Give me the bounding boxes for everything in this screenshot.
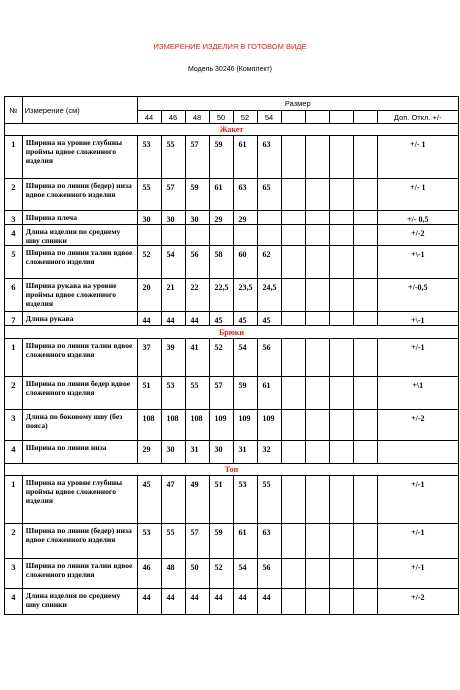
table-row <box>5 377 459 410</box>
empty-cell <box>281 211 305 225</box>
size-value: 30 <box>161 441 185 464</box>
empty-cell <box>353 136 377 179</box>
empty-cell <box>305 441 329 464</box>
table-row <box>5 211 459 225</box>
empty-cell <box>329 524 353 559</box>
empty-cell <box>329 559 353 589</box>
empty-cell <box>329 246 353 279</box>
size-value: 29 <box>233 211 257 225</box>
size-value: 48 <box>161 559 185 589</box>
measurement-label: Ширина рукава на уровне проймы вдвое сложенного изделия <box>22 279 137 312</box>
empty-cell <box>329 279 353 312</box>
measurement-label: Длина рукава <box>22 312 137 326</box>
size-value: 30 <box>161 211 185 225</box>
table-row <box>5 589 459 615</box>
size-value: 65 <box>257 179 281 211</box>
size-value: 55 <box>161 524 185 559</box>
size-value: 22,5 <box>209 279 233 312</box>
measurement-label: Ширина по линии низа <box>22 441 137 464</box>
size-value <box>185 225 209 246</box>
empty-cell <box>305 312 329 326</box>
size-value: 109 <box>209 410 233 441</box>
size-value: 44 <box>185 312 209 326</box>
size-value: 60 <box>233 246 257 279</box>
row-number: 7 <box>5 312 23 326</box>
size-value: 45 <box>209 312 233 326</box>
size-value: 54 <box>233 339 257 377</box>
empty-cell <box>281 312 305 326</box>
row-number: 3 <box>5 559 23 589</box>
table-row <box>5 179 459 211</box>
row-number: 6 <box>5 279 23 312</box>
empty-cell <box>353 589 377 615</box>
section-header-row <box>5 124 459 136</box>
size-value: 56 <box>257 339 281 377</box>
empty-cell <box>353 410 377 441</box>
tolerance-value: +/-1 <box>377 339 458 377</box>
size-value: 23,5 <box>233 279 257 312</box>
tolerance-header: Доп. Откл. +/- <box>377 111 458 124</box>
measurement-label: Ширина по линии (бедер) низа вдвое сложенного изделия <box>22 524 137 559</box>
size-value: 21 <box>161 279 185 312</box>
tolerance-value: +\-1 <box>377 246 458 279</box>
tolerance-value <box>377 441 458 464</box>
size-value: 29 <box>137 441 161 464</box>
size-value: 46 <box>137 559 161 589</box>
size-value: 108 <box>161 410 185 441</box>
empty-cell <box>281 111 305 124</box>
table-row <box>5 559 459 589</box>
size-label: 50 <box>209 111 233 124</box>
empty-cell <box>329 339 353 377</box>
size-value: 30 <box>185 211 209 225</box>
tolerance-value: +/-1 <box>377 524 458 559</box>
size-value: 56 <box>185 246 209 279</box>
empty-cell <box>281 279 305 312</box>
empty-cell <box>353 339 377 377</box>
empty-cell <box>305 339 329 377</box>
empty-cell <box>329 410 353 441</box>
measurement-label: Ширина по линии талии вдвое сложенного изделия <box>22 339 137 377</box>
tolerance-value: +/-2 <box>377 589 458 615</box>
measure-header: Измерение (см) <box>22 97 137 124</box>
model-subtitle: Модель 30246 (Комплект) <box>187 66 273 73</box>
table-row <box>5 312 459 326</box>
size-value: 54 <box>161 246 185 279</box>
size-value: 37 <box>137 339 161 377</box>
tolerance-value: +\1 <box>377 377 458 410</box>
empty-cell <box>305 246 329 279</box>
size-value: 57 <box>209 377 233 410</box>
empty-cell <box>329 476 353 524</box>
measurement-label: Ширина плеча <box>22 211 137 225</box>
size-value: 59 <box>209 524 233 559</box>
row-number: 4 <box>5 225 23 246</box>
empty-cell <box>281 377 305 410</box>
empty-cell <box>353 225 377 246</box>
size-value: 45 <box>233 312 257 326</box>
size-value: 63 <box>257 524 281 559</box>
tolerance-value: +/- 1 <box>377 179 458 211</box>
row-number: 1 <box>5 476 23 524</box>
tolerance-value: +/-1 <box>377 476 458 524</box>
empty-cell <box>281 524 305 559</box>
size-value: 52 <box>209 559 233 589</box>
size-value: 61 <box>257 377 281 410</box>
size-value: 52 <box>137 246 161 279</box>
size-value: 63 <box>233 179 257 211</box>
size-value: 20 <box>137 279 161 312</box>
table-row <box>5 441 459 464</box>
size-value: 30 <box>209 441 233 464</box>
size-value: 51 <box>209 476 233 524</box>
table-row <box>5 476 459 524</box>
empty-cell <box>281 246 305 279</box>
empty-cell <box>281 339 305 377</box>
size-value: 61 <box>233 136 257 179</box>
empty-cell <box>329 441 353 464</box>
measurement-label: Длина изделия по среднему шву спинки <box>22 589 137 615</box>
size-value: 44 <box>137 589 161 615</box>
row-number: 2 <box>5 179 23 211</box>
empty-cell <box>281 225 305 246</box>
size-value: 49 <box>185 476 209 524</box>
empty-cell <box>281 179 305 211</box>
size-value: 50 <box>185 559 209 589</box>
section-header-row <box>5 326 459 339</box>
empty-cell <box>305 377 329 410</box>
row-number: 1 <box>5 339 23 377</box>
empty-cell <box>329 136 353 179</box>
empty-cell <box>305 136 329 179</box>
size-value: 41 <box>185 339 209 377</box>
empty-cell <box>329 377 353 410</box>
empty-cell <box>353 441 377 464</box>
size-value: 53 <box>233 476 257 524</box>
size-value: 31 <box>233 441 257 464</box>
size-value: 52 <box>209 339 233 377</box>
empty-cell <box>329 179 353 211</box>
measurement-label: Длина по боковому шву (без пояса) <box>22 410 137 441</box>
row-number: 3 <box>5 410 23 441</box>
table-row <box>5 136 459 179</box>
table-row <box>5 410 459 441</box>
empty-cell <box>353 179 377 211</box>
size-value: 108 <box>137 410 161 441</box>
size-value: 44 <box>137 312 161 326</box>
tolerance-value: +\-1 <box>377 312 458 326</box>
row-number: 1 <box>5 136 23 179</box>
empty-cell <box>305 476 329 524</box>
section-title: Топ <box>5 464 459 476</box>
table-row <box>5 225 459 246</box>
page-title: ИЗМЕРЕНИЕ ИЗДЕЛИЯ В ГОТОВОМ ВИДЕ <box>153 42 307 51</box>
empty-cell <box>305 589 329 615</box>
table-row <box>5 279 459 312</box>
empty-cell <box>305 410 329 441</box>
empty-cell <box>305 111 329 124</box>
tolerance-value: +/- 1 <box>377 136 458 179</box>
size-value: 53 <box>137 524 161 559</box>
size-value: 29 <box>209 211 233 225</box>
size-value: 44 <box>257 589 281 615</box>
size-value: 62 <box>257 246 281 279</box>
empty-cell <box>353 246 377 279</box>
row-number: 2 <box>5 524 23 559</box>
empty-cell <box>305 559 329 589</box>
row-number: 4 <box>5 589 23 615</box>
size-value: 57 <box>185 524 209 559</box>
size-value: 44 <box>161 589 185 615</box>
empty-cell <box>353 559 377 589</box>
measurement-table <box>4 96 459 615</box>
table-row <box>5 339 459 377</box>
header-row <box>5 97 459 111</box>
size-value: 45 <box>137 476 161 524</box>
size-value: 108 <box>185 410 209 441</box>
size-value: 44 <box>161 312 185 326</box>
tolerance-value: +/- 0,5 <box>377 211 458 225</box>
size-value: 59 <box>185 179 209 211</box>
size-value: 57 <box>161 179 185 211</box>
size-value: 58 <box>209 246 233 279</box>
size-value <box>233 225 257 246</box>
measurement-label: Ширина по линии талии вдвое сложенного изделия <box>22 246 137 279</box>
size-value: 22 <box>185 279 209 312</box>
empty-cell <box>305 179 329 211</box>
size-value: 53 <box>161 377 185 410</box>
size-label: 44 <box>137 111 161 124</box>
empty-cell <box>329 225 353 246</box>
size-value: 109 <box>257 410 281 441</box>
size-value: 30 <box>137 211 161 225</box>
empty-cell <box>281 559 305 589</box>
tolerance-value: +/-2 <box>377 225 458 246</box>
size-value: 39 <box>161 339 185 377</box>
size-value: 51 <box>137 377 161 410</box>
size-header: Размер <box>137 97 458 111</box>
size-label: 46 <box>161 111 185 124</box>
row-number: 3 <box>5 211 23 225</box>
empty-cell <box>353 312 377 326</box>
size-value: 44 <box>233 589 257 615</box>
empty-cell <box>353 211 377 225</box>
size-value: 47 <box>161 476 185 524</box>
empty-cell <box>305 279 329 312</box>
empty-cell <box>353 377 377 410</box>
size-value: 45 <box>257 312 281 326</box>
empty-cell <box>329 211 353 225</box>
size-value <box>209 225 233 246</box>
empty-cell <box>281 441 305 464</box>
empty-cell <box>329 312 353 326</box>
tolerance-value: +/-2 <box>377 410 458 441</box>
empty-cell <box>353 279 377 312</box>
size-value <box>161 225 185 246</box>
empty-cell <box>329 589 353 615</box>
size-value: 57 <box>185 136 209 179</box>
row-number: 5 <box>5 246 23 279</box>
measurement-label: Ширина по линии (бедер) низа вдвое сложенного изделия <box>22 179 137 211</box>
tolerance-value: +/-1 <box>377 559 458 589</box>
size-value: 53 <box>137 136 161 179</box>
section-title: Брюки <box>5 326 459 339</box>
table-row <box>5 524 459 559</box>
measurement-label: Ширина по линии бедер вдвое сложенного изделия <box>22 377 137 410</box>
empty-cell <box>305 225 329 246</box>
size-label: 52 <box>233 111 257 124</box>
tolerance-value: +/-0,5 <box>377 279 458 312</box>
size-value <box>257 211 281 225</box>
measurement-label: Ширина по линии талии вдвое сложенного изделия <box>22 559 137 589</box>
empty-cell <box>305 211 329 225</box>
size-value: 24,5 <box>257 279 281 312</box>
empty-cell <box>353 111 377 124</box>
size-value: 55 <box>185 377 209 410</box>
size-value: 109 <box>233 410 257 441</box>
size-value: 63 <box>257 136 281 179</box>
row-number: 2 <box>5 377 23 410</box>
size-label: 48 <box>185 111 209 124</box>
measurement-label: Ширина на уровне глубины проймы вдвое сложенного изделия <box>22 136 137 179</box>
number-header: № <box>5 97 23 124</box>
empty-cell <box>281 589 305 615</box>
section-header-row <box>5 464 459 476</box>
size-value: 44 <box>185 589 209 615</box>
size-value: 59 <box>209 136 233 179</box>
size-value: 59 <box>233 377 257 410</box>
row-number: 4 <box>5 441 23 464</box>
size-value: 55 <box>257 476 281 524</box>
size-value: 44 <box>209 589 233 615</box>
table-row <box>5 246 459 279</box>
empty-cell <box>329 111 353 124</box>
empty-cell <box>353 524 377 559</box>
size-value: 55 <box>137 179 161 211</box>
empty-cell <box>281 476 305 524</box>
size-label: 54 <box>257 111 281 124</box>
measurement-label: Длина изделия по среднему шву спинки <box>22 225 137 246</box>
size-value: 54 <box>233 559 257 589</box>
empty-cell <box>281 410 305 441</box>
size-value <box>137 225 161 246</box>
size-value <box>257 225 281 246</box>
section-title: Жакет <box>5 124 459 136</box>
size-value: 31 <box>185 441 209 464</box>
size-value: 56 <box>257 559 281 589</box>
size-value: 61 <box>209 179 233 211</box>
empty-cell <box>353 476 377 524</box>
size-value: 61 <box>233 524 257 559</box>
empty-cell <box>281 136 305 179</box>
measurement-label: Ширина на уровне глубины проймы вдвое сложенного изделия <box>22 476 137 524</box>
size-value: 32 <box>257 441 281 464</box>
size-value: 55 <box>161 136 185 179</box>
empty-cell <box>305 524 329 559</box>
